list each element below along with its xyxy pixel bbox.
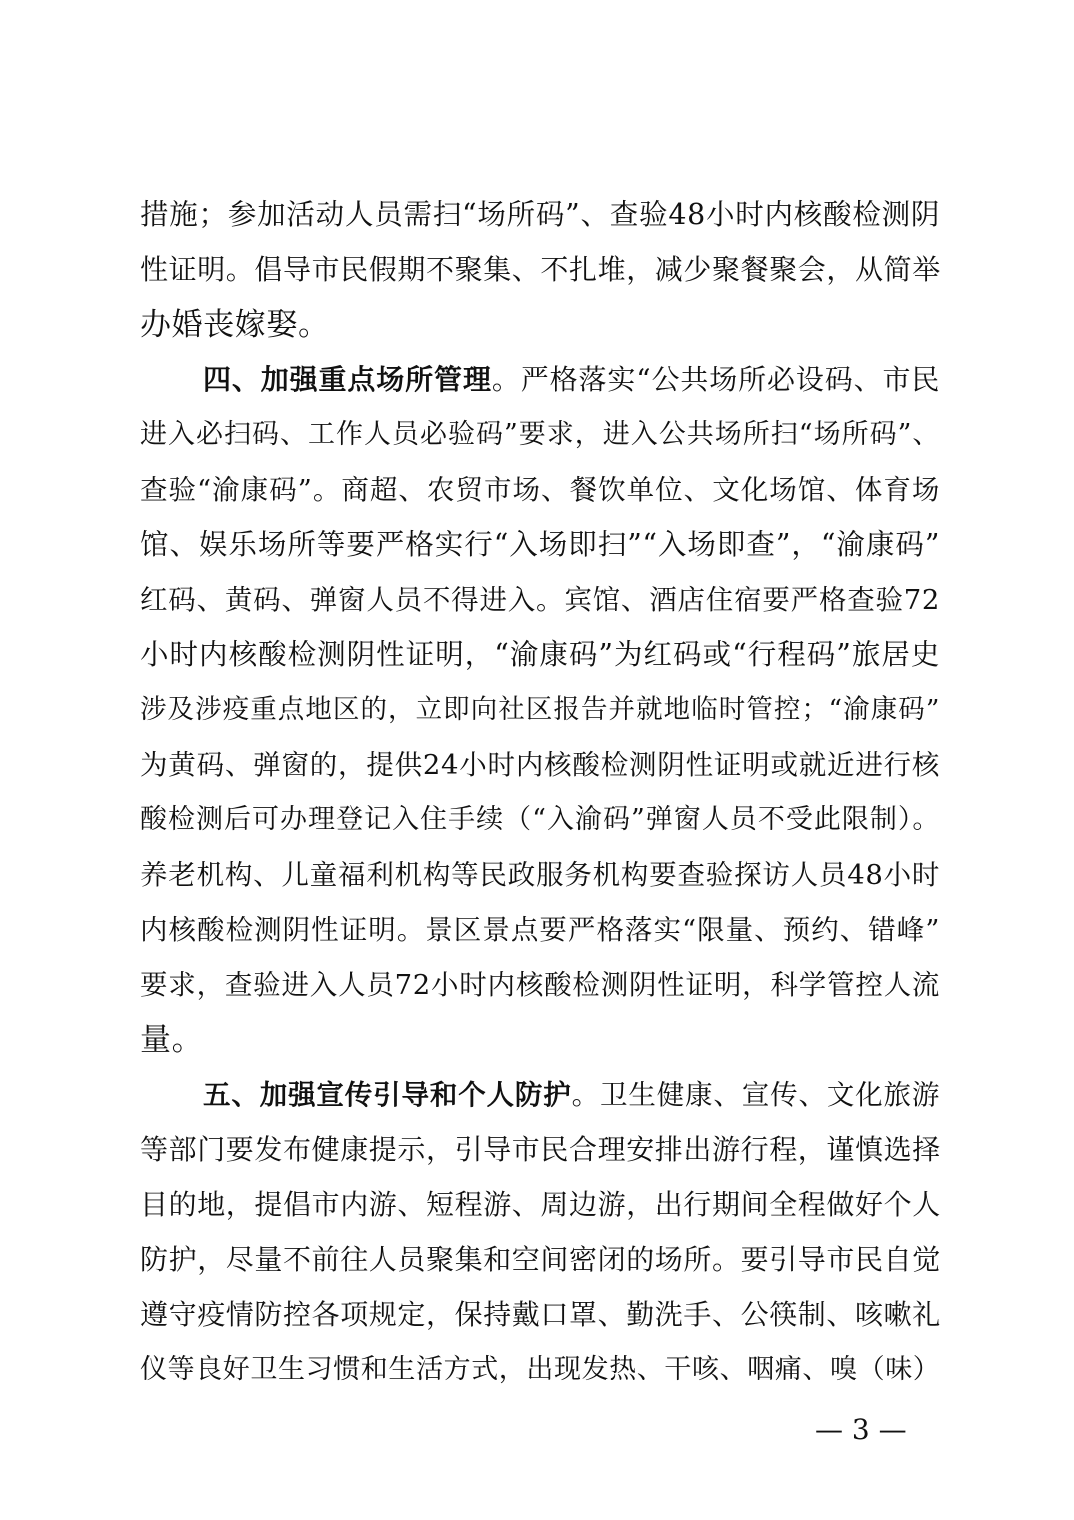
- text-line: 等部门要发布健康提示，引导市民合理安排出游行程，谨慎选择: [140, 1133, 941, 1166]
- section-five-first-line: [203, 1075, 940, 1115]
- page-number: — 3 —: [815, 1413, 907, 1446]
- text-line: 目的地，提倡市内游、短程游、周边游，出行期间全程做好个人: [140, 1188, 941, 1221]
- text-line: 养老机构、儿童福利机构等民政服务机构要查验探访人员48小时: [140, 859, 940, 891]
- section-four-first-line: [203, 360, 940, 400]
- section-five-heading: 五、加强宣传引导和个人防护: [203, 1079, 572, 1111]
- text-line: 涉及涉疫重点地区的，立即向社区报告并就地临时管控；“渝康码”: [140, 694, 940, 725]
- text-line: 性证明。倡导市民假期不聚集、不扎堆，减少聚餐聚会，从简举: [140, 253, 941, 286]
- text-line: 酸检测后可办理登记入住手续（“入渝码”弹窗人员不受此限制）。: [140, 804, 940, 835]
- text-line: 量。: [140, 1022, 204, 1058]
- text-line: 内核酸检测阴性证明。景区景点要严格落实“限量、预约、错峰”: [140, 914, 940, 946]
- text-span: 。卫生健康、宣传、文化旅游: [571, 1079, 940, 1111]
- text-line: 要求，查验进入人员72小时内核酸检测阴性证明，科学管控人流: [140, 969, 940, 1001]
- text-line: 办婚丧嫁娶。: [140, 307, 330, 343]
- text-line: 仪等良好卫生习惯和生活方式，出现发热、干咳、咽痛、嗅（味）: [140, 1354, 941, 1385]
- text-span: 。严格落实“公共场所必设码、市民: [491, 363, 940, 396]
- text-line: 查验“渝康码”。商超、农贸市场、餐饮单位、文化场馆、体育场: [140, 474, 940, 506]
- text-line: 为黄码、弹窗的，提供24小时内核酸检测阴性证明或就近进行核: [140, 749, 940, 781]
- text-line: 防护，尽量不前往人员聚集和空间密闭的场所。要引导市民自觉: [140, 1243, 941, 1276]
- text-line: 遵守疫情防控各项规定，保持戴口罩、勤洗手、公筷制、咳嗽礼: [140, 1298, 941, 1331]
- text-line: 馆、娱乐场所等要严格实行“入场即扫”“入场即查”，“渝康码”: [140, 528, 940, 561]
- section-four-heading: 四、加强重点场所管理: [203, 363, 492, 396]
- text-line: 进入必扫码、工作人员必验码”要求，进入公共场所扫“场所码”、: [140, 419, 940, 450]
- text-line: 红码、黄码、弹窗人员不得进入。宾馆、酒店住宿要严格查验72: [140, 584, 940, 616]
- text-line: 小时内核酸检测阴性证明，“渝康码”为红码或“行程码”旅居史: [140, 638, 940, 671]
- text-line: 措施；参加活动人员需扫“场所码”、查验48小时内核酸检测阴: [140, 198, 940, 231]
